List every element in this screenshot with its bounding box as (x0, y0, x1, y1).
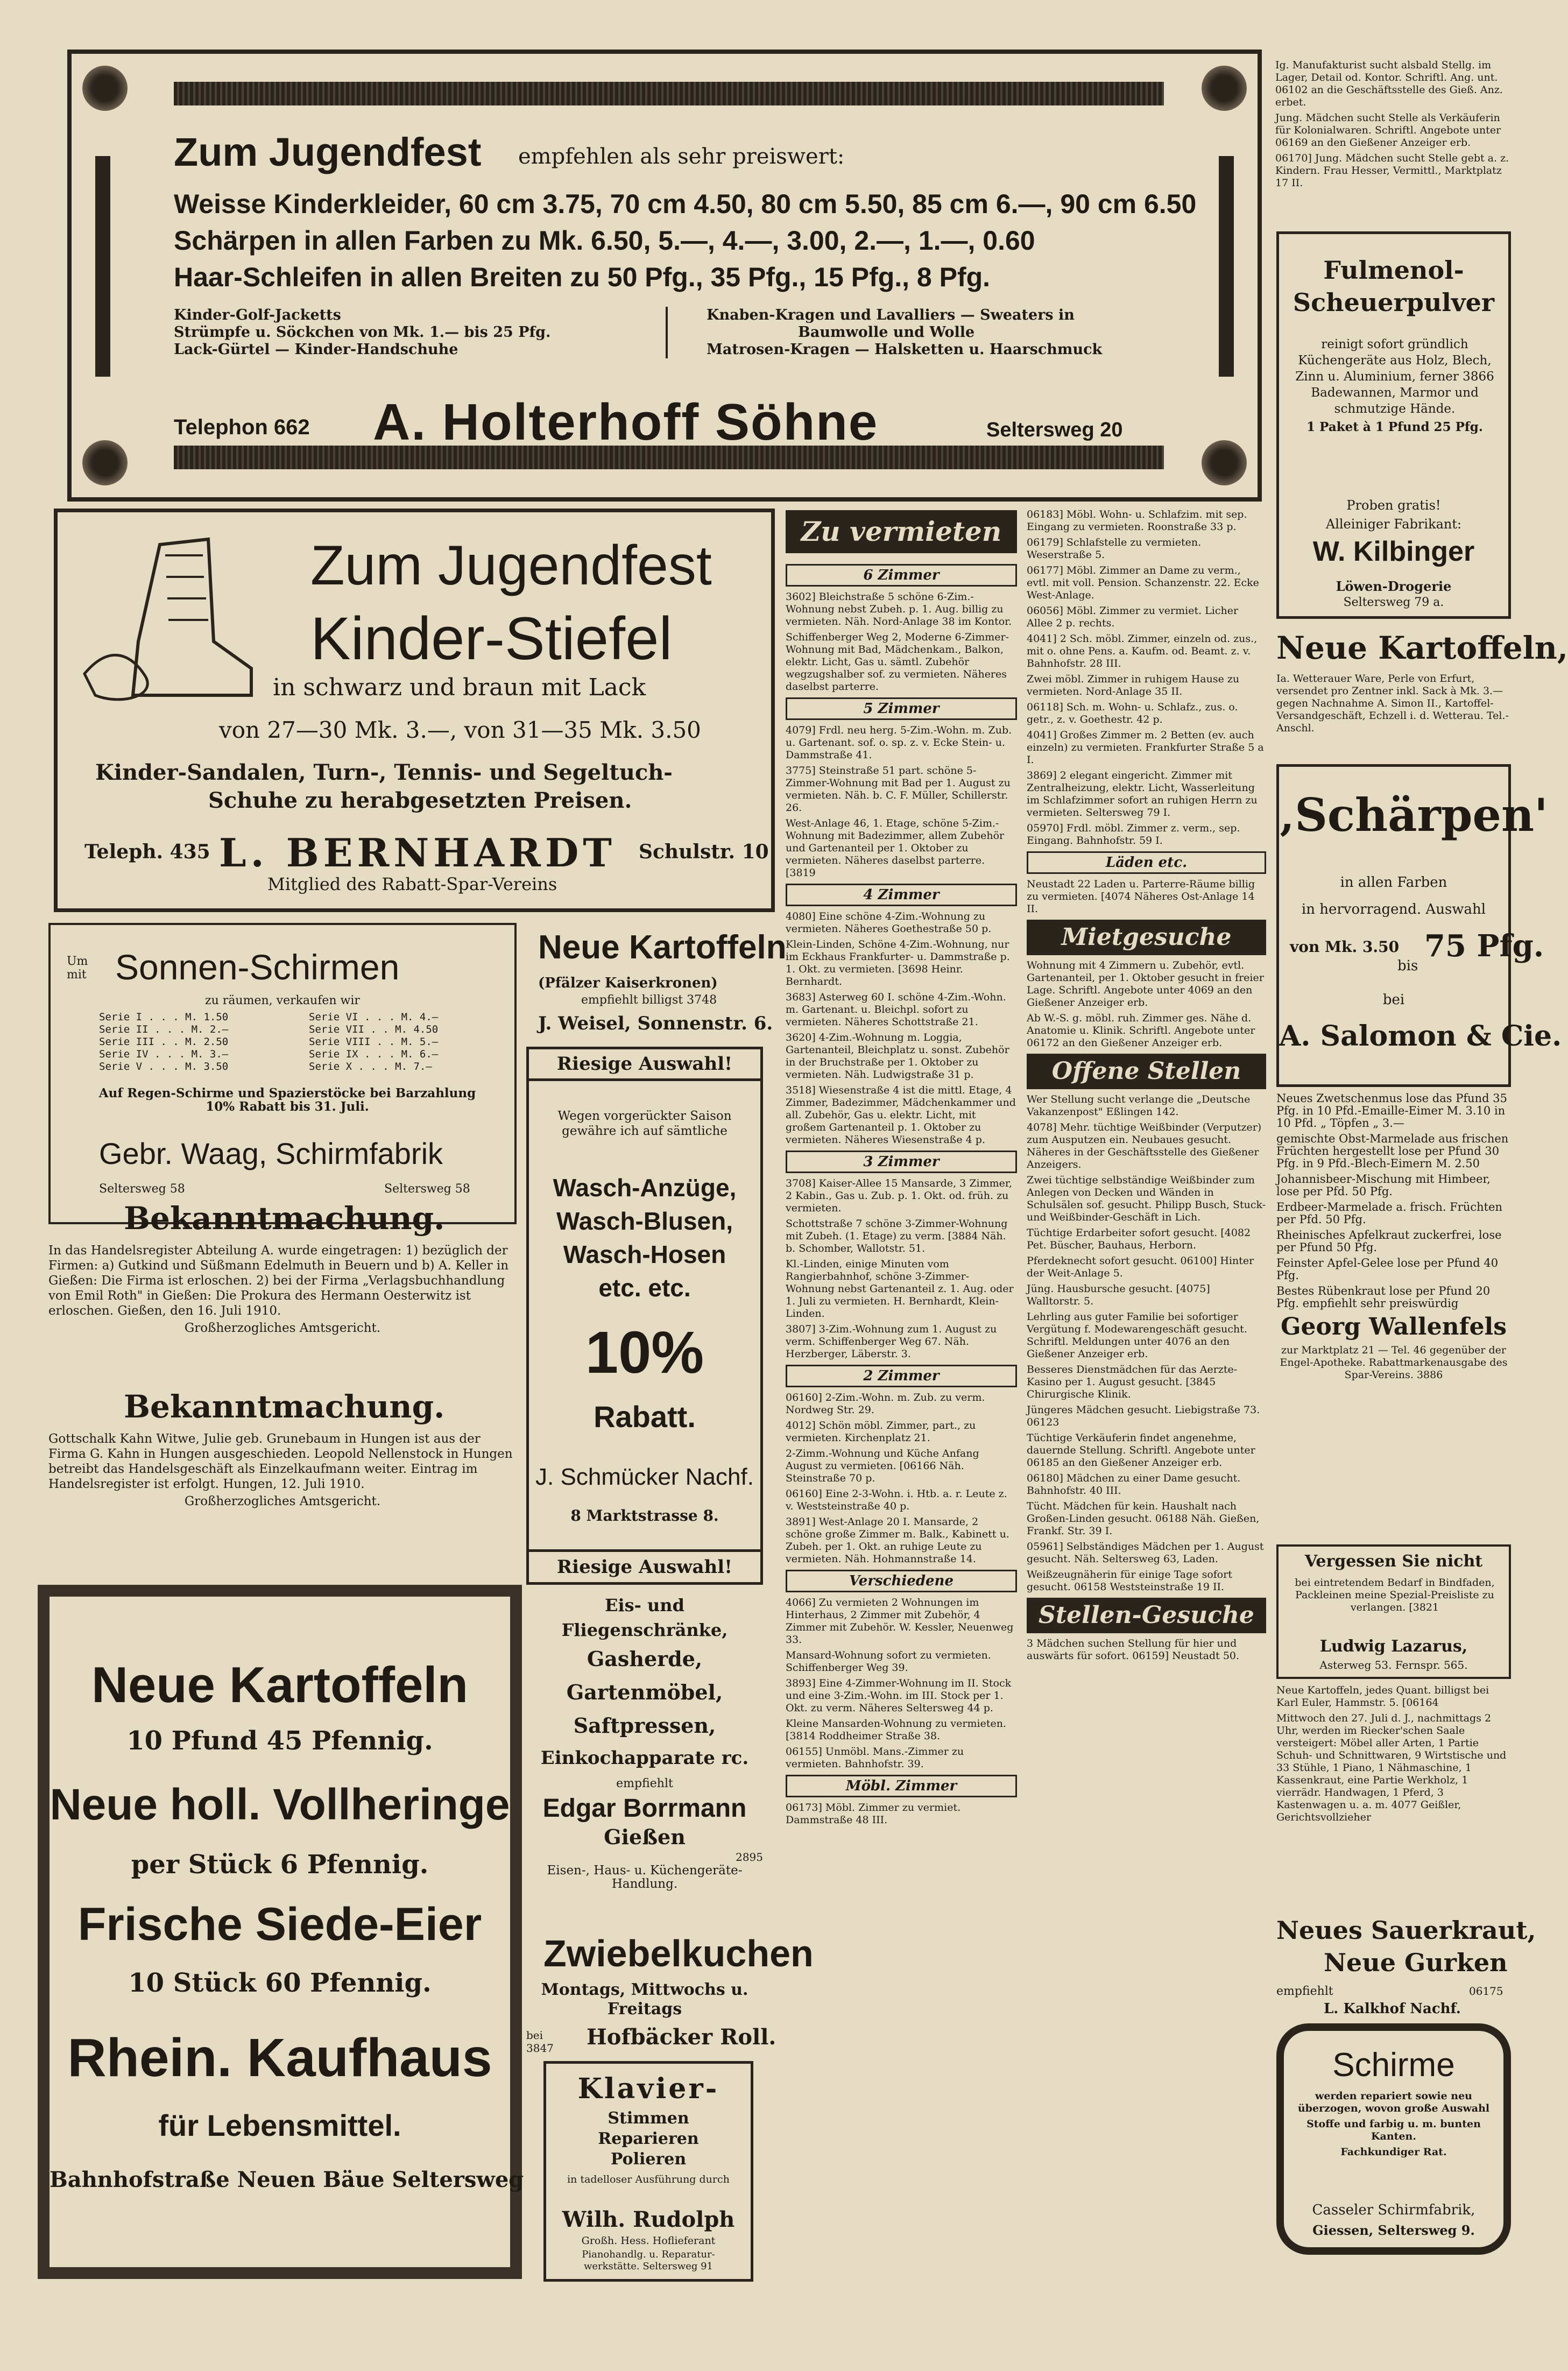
vermieten-listing: Kl.-Linden, einige Minuten vom Rangierbahnhof, schöne 3-Zimmer-Wohnung nebst Gartenanteil z. 1. Aug. oder 1. Juli zu vermieten. H. Bernhardt, Klein-Linden. (786, 1258, 1014, 1319)
weisel-title: Neue Kartoffeln (538, 929, 787, 966)
vermieten-section-label: 6 Zimmer (786, 564, 1017, 587)
vermieten-listing: Mansard-Wohnung sofort zu vermieten. Schiffenberger Weg 39. (786, 1649, 991, 1674)
schaerpen-to: bis (1397, 958, 1418, 974)
holterhoff-ad (67, 50, 1262, 502)
kartoffeln-simon-title: Neue Kartoffeln, (1276, 630, 1568, 666)
vermieten-listing: Schottstraße 7 schöne 3-Zimmer-Wohnung mit Zubeh. (1. Etage) zu verm. [3884 Näh. b. Schomber, Wallotstr. 51. (786, 1218, 1008, 1254)
holterhoff-telephon: Telephon 662 (174, 415, 310, 439)
schaerpen-price: 75 Pfg. (1424, 928, 1544, 964)
moebl-zimmer-listing: 06118] Sch. m. Wohn- u. Schlafz., zus. o. getr., z. v. Goethestr. 42 p. (1027, 701, 1238, 725)
bernhardt-colors: in schwarz und braun mit Lack (273, 674, 646, 701)
vermieten-section-label: Möbl. Zimmer (786, 1775, 1017, 1797)
stellen-gesuch-listing: 3 Mädchen suchen Stellung für hier und auswärts für sofort. 06159] Neustadt 50. (1027, 1638, 1240, 1662)
holterhoff-intro: empfehlen als sehr preiswert: (518, 144, 845, 169)
schaerpen-ad (1276, 764, 1562, 1087)
vermieten-listing: 3620] 4-Zim.-Wohnung m. Loggia, Gartenanteil, Bleichplatz u. sonst. Zubehör in der Bruchstraße per 1. Oktober zu vermieten. Näh. Ludwigstraße 31 p. (786, 1032, 1009, 1081)
schmuecker-firm: J. Schmücker Nachf. (535, 1464, 754, 1490)
vermieten-header: Zu vermieten (786, 510, 1017, 553)
vermieten-section-label: 4 Zimmer (786, 884, 1017, 906)
lazarus-title: Vergessen Sie nicht (1304, 1552, 1483, 1571)
waag-series: Serie VI . . . M. 4.— (309, 1011, 439, 1023)
moebl-zimmer-listing: 06179] Schlafstelle zu vermieten. Weserstraße 5. (1027, 537, 1202, 561)
offene-stelle-listing: 06180] Mädchen zu einer Dame gesucht. Bahnhofstr. 40 III. (1027, 1472, 1241, 1497)
fulmenol-text: reinigt sofort gründlich Küchengeräte aus Holz, Blech, Zinn u. Aluminium, ferner 3866 Badewannen, Marmor und schmutzige Hände. (1295, 337, 1494, 416)
mietgesuche-header: Mietgesuche (1027, 920, 1266, 955)
schmuecker-item: Wasch-Anzüge, (553, 1174, 737, 1202)
bek1-text: In das Handelsregister Abteilung A. wurde eingetragen: 1) bezüglich der Firmen: a) Gutkind und Süßmann Edelmuth in Beuern und b) A. Keller in Gießen: Die Firma ist erloschen. 2) bei der Firma „Verlagsbuchhandlung von Emil Roth" in Gießen: Die Prokura des Hermann Oesterwitz ist erloschen. Gießen, den 16. Juli 1910. (48, 1244, 509, 1318)
waag-note-box (83, 1086, 492, 1124)
ornament-circle-icon (82, 440, 128, 485)
schmuecker-item: Wasch-Hosen (563, 1240, 726, 1268)
moebl-zimmer-listing: Zwei möbl. Zimmer in ruhigem Hause zu vermieten. Nord-Anlage 35 II. (1027, 673, 1240, 697)
bernhardt-firm: L. BERNHARDT (219, 830, 616, 876)
holterhoff-line-3: Haar-Schleifen in allen Breiten zu 50 Pfg., 35 Pfg., 15 Pfg., 8 Pfg. (174, 262, 991, 292)
rhein-line-4: per Stück 6 Pfennig. (131, 1850, 429, 1880)
col5-top (1275, 59, 1512, 221)
holterhoff-right-1: Knaben-Kragen und Lavalliers — Sweaters in (707, 307, 1075, 323)
ornament-bar (174, 82, 1164, 105)
rhein-line-5: Frische Siede-Eier (77, 1899, 482, 1950)
moebl-zimmer-listing: 3869] 2 elegant eingericht. Zimmer mit Zentralheizung, elektr. Licht, Wasserleitung im Schlafzimmer sofort an ruhigen Herrn zu vermieten. Seltersweg 79 I. (1027, 770, 1258, 818)
kartoffeln-simon-text: Ia. Wetterauer Ware, Perle von Erfurt, versendet pro Zentner inkl. Sack à Mk. 3.— gegen Nachnahme A. Simon II., Kartoffel-Versandgeschäft, Echzell i. d. Wetterau. Tel.-Anschl. (1276, 673, 1509, 734)
zwiebel-days: Montags, Mittwochs u. Freitags (541, 1980, 748, 2019)
vermieten-listing: 06160] Eine 2-3-Wohn. i. Htb. a. r. Leute z. v. Weststeinstraße 40 p. (786, 1488, 1007, 1512)
offene-stelle-listing: Weißzeugnäherin für einige Tage sofort gesucht. 06158 Weststeinstraße 19 II. (1027, 1569, 1232, 1593)
bek1-court: Großherzogliches Amtsgericht. (184, 1321, 381, 1335)
bek2-text: Gottschalk Kahn Witwe, Julie geb. Grunebaum in Hungen ist aus der Firma G. Kahn in Hungen ausgeschieden. Leopold Nellenstock in Hungen betreibt das Handelsgeschäft als Einzelkaufmann weiter. Eintrag im Handelsregister ist erfolgt. Hungen, 12. Juli 1910. (48, 1432, 513, 1491)
offene-stelle-listing: Jüngeres Mädchen gesucht. Liebigstraße 73. 06123 (1027, 1404, 1260, 1428)
vermieten-listing: Klein-Linden, Schöne 4-Zim.-Wohnung, nur im Eckhaus Frankfurter- u. Dammstraße p. 1. Okt. zu vermieten. [3698 Heinr. Bernhardt. (786, 938, 1010, 987)
klavier-ad (543, 2061, 753, 2282)
waag-ad (48, 923, 517, 1224)
schirme-ad (1276, 2023, 1511, 2255)
wallenfels-item: Johannisbeer-Mischung mit Himbeer, lose per Pfd. 50 Pfg. (1276, 1173, 1491, 1198)
vermieten-listing: 4012] Schön möbl. Zimmer, part., zu vermieten. Kirchenplatz 21. (786, 1420, 976, 1444)
bernhardt-product: Kinder-Stiefel (310, 605, 673, 672)
column-4 (1027, 509, 1266, 2349)
vermieten-section-label: Verschiedene (786, 1570, 1017, 1592)
stellengesuch-item: Jung. Mädchen sucht Stelle als Verkäuferin für Kolonialwaren. Schriftl. Angebote unter 06169 an den Gießener Anzeiger erb. (1275, 112, 1501, 149)
offene-stelle-listing: Tücht. Mädchen für kein. Haushalt nach Großen-Linden gesucht. 06188 Näh. Gießen, Frankf. Str. 39 I. (1027, 1500, 1260, 1537)
waag-sub: zu räumen, verkaufen wir (205, 994, 360, 1007)
schaerpen-bei: bei (1382, 992, 1405, 1008)
schmuecker-banner-2: Riesige Auswahl! (529, 1549, 760, 1582)
laeden-section-label: Läden etc. (1027, 851, 1266, 874)
vermieten-listing: 06160] 2-Zim.-Wohn. m. Zub. zu verm. Nordweg Str. 29. (786, 1392, 985, 1416)
vermieten-listing: 3518] Wiesenstraße 4 ist die mittl. Etage, 4 Zimmer, Badezimmer, Mädchenkammer und all. Zubehör, Gas u. elektr. Licht, mit großem Gartenanteil p. 1. Oktober zu vermieten. Näheres Wiesenstraße 4 p. (786, 1084, 1016, 1146)
rhein-line-6: 10 Stück 60 Pfennig. (128, 1968, 432, 1998)
waag-title: Sonnen-Schirmen (115, 947, 400, 987)
klavier-line-2: Stimmen (608, 2109, 689, 2128)
holterhoff-left-1: Kinder-Golf-Jacketts (174, 307, 341, 323)
waag-series: Serie VII . . M. 4.50 (309, 1024, 439, 1035)
waag-note: Auf Regen-Schirme und Spazierstöcke bei Barzahlung 10% Rabatt bis 31. Juli. (98, 1086, 476, 1114)
waag-series: Serie I . . . M. 1.50 (99, 1011, 229, 1023)
wallenfels-item: Rheinisches Apfelkraut zuckerfrei, lose per Pfund 50 Pfg. (1276, 1229, 1502, 1254)
holterhoff-divider (666, 307, 668, 358)
klavier-line-3: Reparieren (598, 2129, 699, 2148)
klavier-firm: Wilh. Rudolph (562, 2207, 735, 2232)
klavier-sub-2: Pianohandlg. u. Reparatur-werkstätte. Seltersweg 91 (582, 2249, 715, 2272)
mietgesuch-listing: Wohnung mit 4 Zimmern u. Zubehör, evtl. Gartenanteil, per 1. Oktober gesucht in freier Lage. Schriftl. Angebote unter 4069 an den Gießener Anzeiger erb. (1027, 959, 1264, 1008)
wallenfels-item: Bestes Rübenkraut lose per Pfund 20 Pfg. empfiehlt sehr preiswürdig (1276, 1285, 1491, 1310)
zwiebel-days-box (526, 1980, 763, 2023)
klavier-line-5: in tadelloser Ausführung durch (567, 2174, 730, 2185)
klavier-sub: Großh. Hess. Hoflieferant (581, 2235, 716, 2247)
vermieten-listing: 3775] Steinstraße 51 part. schöne 5-Zimmer-Wohnung mit Bad per 1. August zu vermieten. Näh. b. C. F. Müller, Schillerstr. 26. (786, 765, 1011, 814)
holterhoff-left-3: Lack-Gürtel — Kinder-Handschuhe (174, 341, 458, 358)
schaerpen-title: ‚Schärpen' (1279, 788, 1548, 842)
holterhoff-right-3: Matrosen-Kragen — Halsketten u. Haarschmuck (707, 341, 1103, 358)
holterhoff-line-1: Weisse Kinderkleider, 60 cm 3.75, 70 cm 4.50, 80 cm 5.50, 85 cm 6.—, 90 cm 6.50 (174, 189, 1197, 219)
holterhoff-firm: A. Holterhoff Söhne (373, 393, 879, 451)
offene-stelle-listing: 4078] Mehr. tüchtige Weißbinder (Verputzer) zum Ausputzen ein. Neubaues gesucht. Näheres in der Geschäftsstelle des Gießener Anzeigers. (1027, 1121, 1262, 1170)
stellen-gesuche-header: Stellen-Gesuche (1027, 1598, 1266, 1633)
auction-notice: Mittwoch den 27. Juli d. J., nachmittags 2 Uhr, werden im Riecker'schen Saale versteigert: Möbel aller Arten, 1 Partie Schuh- und Schnittwaren, 9 Wirtstische und 33 Stühle, 1 Piano, 1 Nähmaschine, 1 Kassenkraut, eine Partie Werkholz, 1 vierrädr. Handwagen, 1 Pferd, 3 Kastenwagen u. a. m. 4077 Geißler, Gerichtsvollzieher (1276, 1712, 1507, 1823)
schmuecker-banner: Riesige Auswahl! (529, 1049, 760, 1081)
sauerkraut-code: 06175 (1469, 1985, 1503, 1998)
schaerpen-from: von Mk. 3.50 (1290, 938, 1400, 956)
bernhardt-shoes-2: Schuhe zu herabgesetzten Preisen. (208, 788, 632, 813)
vermieten-listing: 06155] Unmöbl. Mans.-Zimmer zu vermieten. Bahnhofstr. 39. (786, 1746, 964, 1770)
schirme-addr: Giessen, Seltersweg 9. (1312, 2222, 1475, 2238)
holterhoff-address: Seltersweg 20 (986, 419, 1123, 441)
schmuecker-item: Wasch-Blusen, (556, 1207, 733, 1235)
fulmenol-addr: Seltersweg 79 a. (1343, 596, 1444, 609)
bernhardt-teleph: Teleph. 435 (84, 841, 210, 863)
offene-stelle-listing: 05961] Selbständiges Mädchen per 1. August gesucht. Näh. Seltersweg 63, Laden. (1027, 1541, 1264, 1565)
offene-stellen-header: Offene Stellen (1027, 1054, 1266, 1089)
schaerpen-line-2: in hervorragend. Auswahl (1301, 901, 1486, 918)
schaerpen-firm: A. Salomon & Cie. (1279, 1020, 1562, 1053)
borrmann-ad (526, 1593, 763, 1927)
holterhoff-title: Zum Jugendfest (174, 130, 482, 174)
vermieten-listing: 2-Zimm.-Wohnung und Küche Anfang August zu vermieten. [06166 Näh. Steinstraße 70 p. (786, 1448, 979, 1484)
laeden-listing: Neustadt 22 Laden u. Parterre-Räume billig zu vermieten. [4074 Näheres Ost-Anlage 14 II. (1027, 878, 1255, 915)
vermieten-listing: 3708] Kaiser-Allee 15 Mansarde, 3 Zimmer, 2 Kabin., Gas u. Zub. p. 1. Okt. od. früh. zu vermieten. (786, 1177, 1012, 1214)
sauerkraut-title: Neues Sauerkraut, (1276, 1916, 1536, 1945)
waag-firm: Gebr. Waag, Schirmfabrik (99, 1137, 443, 1170)
rhein-line-1: Neue Kartoffeln (91, 1656, 468, 1713)
waag-series: Serie III . . M. 2.50 (99, 1036, 229, 1048)
ornament-circle-icon (1202, 440, 1247, 485)
wallenfels-ad (1276, 1092, 1511, 1539)
schirme-text-2: Stoffe und farbig u. m. bunten Kanten. (1306, 2118, 1481, 2142)
holterhoff-left-2: Strümpfe u. Söckchen von Mk. 1.— bis 25 Pfg. (174, 324, 551, 341)
schirme-title: Schirme (1332, 2047, 1455, 2084)
vermieten-listing: West-Anlage 46, 1. Etage, schöne 5-Zim.-Wohnung mit Badezimmer, allem Zubehör und Gartenanteil per 1. Oktober zu vermieten. Näheres daselbst parterre. [3819 (786, 817, 1005, 879)
klavier-line-4: Polieren (610, 2150, 687, 2169)
waag-series: Serie II . . . M. 2.— (99, 1024, 229, 1035)
offene-stelle-listing: Pferdeknecht sofort gesucht. 06100] Hinter der Weit-Anlage 5. (1027, 1255, 1254, 1279)
vermieten-listing: 3807] 3-Zim.-Wohnung zum 1. August zu verm. Schiffenberger Weg 67. Näh. Herzberger, Läberstr. 3. (786, 1323, 997, 1360)
ornament-side (1219, 156, 1234, 377)
rhein-line-2: 10 Pfund 45 Pfennig. (126, 1726, 433, 1756)
zwiebel-ref: bei 3847 (526, 2029, 554, 2055)
vermieten-listing: 3891] West-Anlage 20 I. Mansarde, 2 schöne große Zimmer m. Balk., Kabinett u. Zubeh. per 1. Okt. an ruhige Leute zu vermieten. Näh. Hohmannstraße 14. (786, 1516, 1009, 1565)
moebl-zimmer-listing: 4041] 2 Sch. möbl. Zimmer, einzeln od. zus., mit o. ohne Pens. a. Kaufm. od. Beamt. z. v. Bahnhofstr. 28 III. (1027, 633, 1258, 669)
rhein-line-7: Rhein. Kaufhaus (67, 2028, 492, 2088)
bernhardt-street: Schulstr. 10 (639, 841, 769, 863)
schirme-firm: Casseler Schirmfabrik, (1312, 2202, 1475, 2218)
waag-series: Serie IV . . . M. 3.— (99, 1048, 229, 1060)
rhein-line-8: für Lebensmittel. (158, 2108, 401, 2142)
schmuecker-item: etc. etc. (598, 1274, 691, 1302)
zwiebel-title: Zwiebelkuchen (543, 1932, 814, 1974)
col5-middle (1276, 1684, 1511, 1910)
borrmann-firm: Edgar Borrmann (542, 1794, 747, 1823)
bernhardt-prices: von 27—30 Mk. 3.—, von 31—35 Mk. 3.50 (219, 717, 701, 743)
mietgesuch-listing: Ab W.-S. g. möbl. ruh. Zimmer ges. Nähe d. Anatomie u. Klinik. Schriftl. Angebote unter 06172 an den Gießener Anzeiger erb. (1027, 1012, 1255, 1049)
bernhardt-ad (54, 509, 775, 912)
rhein-line-3: Neue holl. Vollheringe (50, 1780, 510, 1829)
wallenfels-item: Neues Zwetschenmus lose das Pfund 35 Pfg. in 10 Pfd.-Emaille-Eimer M. 3.10 in 10 Pfd. „ Töpfen „ 3.— (1276, 1092, 1507, 1130)
moebl-zimmer-listing: 06183] Möbl. Wohn- u. Schlafzim. mit sep. Eingang zu vermieten. Roonstraße 33 p. (1027, 509, 1247, 533)
vermieten-section-label: 5 Zimmer (786, 697, 1017, 720)
schmuecker-ad (526, 1047, 763, 1585)
offene-stelle-listing: Lehrling aus guter Familie bei sofortiger Vergütung f. Modewarengeschäft gesucht. Schriftl. Meldungen unter 4076 an den Gießener Anzeiger erb. (1027, 1311, 1247, 1360)
fulmenol-firm: W. Kilbinger (1312, 536, 1475, 567)
klavier-sub2-box (557, 2249, 740, 2277)
borrmann-city: Gießen (604, 1825, 686, 1849)
bernhardt-title: Zum Jugendfest (310, 534, 712, 597)
wallenfels-item: gemischte Obst-Marmelade aus frischen Früchten hergestellt lose per Pfund 30 Pfg. in 9 Pfd.-Blech-Eimern M. 2.50 (1276, 1132, 1509, 1170)
kartoffeln-simon-body (1276, 673, 1511, 759)
boot-icon (79, 534, 262, 711)
fulmenol-maker: Alleiniger Fabrikant: (1325, 517, 1462, 532)
ornament-side (95, 156, 110, 377)
moebl-zimmer-listing: 4041] Großes Zimmer m. 2 Betten (ev. auch einzeln) zu vermieten. Frankfurter Straße 5 a I. (1027, 729, 1264, 766)
rhein-kaufhaus-ad (38, 1585, 522, 2279)
waag-addr-right: Seltersweg 58 (384, 1182, 470, 1196)
offene-stelle-listing: Tüchtige Verkäuferin findet angenehme, dauernde Stellung. Schriftl. Angebote unter 06185 an den Gießener Anzeiger erb. (1027, 1432, 1255, 1469)
waag-series: Serie IX . . . M. 6.— (309, 1048, 439, 1060)
weisel-firm: J. Weisel, Sonnenstr. 6. (538, 1013, 773, 1034)
waag-series: Serie VIII . . M. 5.— (309, 1036, 439, 1048)
rhein-line-9: Bahnhofstraße Neuen Bäue Seltersweg (50, 2167, 524, 2192)
stellengesuch-item: 06170] Jung. Mädchen sucht Stelle gebt a. z. Kindern. Frau Hesser, Vermittl., Marktplatz 17 II. (1275, 152, 1509, 189)
schirme-body (1297, 2090, 1491, 2198)
borrmann-rec: empfiehlt (616, 1777, 673, 1790)
fulmenol-title: Fulmenol- (1323, 256, 1464, 285)
ornament-circle-icon (1202, 66, 1247, 111)
fulmenol-ad (1276, 231, 1511, 619)
vermieten-section-label: 3 Zimmer (786, 1151, 1017, 1173)
offene-stelle-listing: Wer Stellung sucht verlange die „Deutsche Vakanzenpost" Eßlingen 142. (1027, 1093, 1251, 1118)
wallenfels-addr: zur Marktplatz 21 — Tel. 46 gegenüber der Engel-Apotheke. Rabattmarkenausgabe des Spar-Vereins. 3886 (1280, 1344, 1508, 1381)
klavier-title: Klavier- (577, 2072, 719, 2105)
holterhoff-right-2: Baumwolle und Wolle (798, 324, 975, 341)
borrmann-code: 2895 (736, 1851, 763, 1864)
vermieten-listing: 3893] Eine 4-Zimmer-Wohnung im II. Stock und eine 3-Zim.-Wohn. im III. Stock per 1. Okt. zu verm. Näheres Seltersweg 44 p. (786, 1677, 1012, 1714)
schirme-text: werden repariert sowie neu überzogen, wovon große Auswahl (1297, 2090, 1490, 2114)
weisel-rec: empfiehlt billigst 3748 (581, 993, 717, 1007)
borrmann-item: Saftpressen, (573, 1713, 716, 1738)
weisel-sub: (Pfälzer Kaiserkronen) (538, 975, 718, 991)
klavier-l5-box (557, 2174, 740, 2206)
borrmann-item: Gasherde, (587, 1647, 703, 1671)
vermieten-listing: 06173] Möbl. Zimmer zu vermiet. Dammstraße 48 III. (786, 1802, 961, 1826)
vermieten-listing: Schiffenberger Weg 2, Moderne 6-Zimmer-Wohnung mit Bad, Mädchenkam., Balkon, elektr. Licht, Gas u. sämtl. Zubehör wegzugshalber sof. zu vermieten. Näheres daselbst parterre. (786, 631, 1009, 693)
borrmann-item: Einkochapparate rc. (540, 1747, 749, 1769)
borrmann-sub: Eisen-, Haus- u. Küchengeräte-Handlung. (547, 1864, 743, 1891)
waag-series: Serie X . . . M. 7.— (309, 1061, 432, 1072)
schirme-text-3: Fachkundiger Rat. (1340, 2146, 1447, 2158)
borrmann-item: Gartenmöbel, (566, 1680, 723, 1704)
fulmenol-shop: Löwen-Drogerie (1336, 578, 1452, 594)
wallenfels-firm: Georg Wallenfels (1280, 1313, 1507, 1340)
lazarus-ad (1276, 1544, 1511, 1679)
waag-series: Serie V . . . M. 3.50 (99, 1061, 229, 1072)
wallenfels-item: Erdbeer-Marmelade a. frisch. Früchten per Pfd. 50 Pfg. (1276, 1201, 1503, 1226)
fulmenol-title-2: Scheuerpulver (1292, 288, 1495, 317)
zwiebel-firm: Hofbäcker Roll. (587, 2024, 776, 2050)
offene-stelle-listing: Tüchtige Erdarbeiter sofort gesucht. [4082 Pet. Büscher, Bauhaus, Herborn. (1027, 1227, 1251, 1251)
wallenfels-item: Feinster Apfel-Gelee lose per Pfund 40 Pfg. (1276, 1257, 1499, 1282)
vermieten-listing: Kleine Mansarden-Wohnung zu vermieten. [3814 Roddheimer Straße 38. (786, 1718, 1006, 1742)
fulmenol-price: 1 Paket à 1 Pfund 25 Pfg. (1306, 420, 1483, 434)
holterhoff-line-2: Schärpen in allen Farben zu Mk. 6.50, 5.—, 4.—, 3.00, 2.—, 1.—, 0.60 (174, 225, 1035, 256)
moebl-zimmer-listing: 05970] Frdl. möbl. Zimmer z. verm., sep. Eingang. Bahnhofstr. 59 I. (1027, 822, 1240, 846)
bernhardt-member: Mitglied des Rabatt-Spar-Vereins (267, 874, 557, 894)
vermieten-listing: 3602] Bleichstraße 5 schöne 6-Zim.-Wohnung nebst Zubeh. p. 1. Aug. billig zu vermieten. Näh. Nord-Anlage 38 im Kontor. (786, 591, 1012, 627)
vermieten-listing: 4080] Eine schöne 4-Zim.-Wohnung zu vermieten. Näheres Goethestraße 50 p. (786, 911, 992, 935)
schmuecker-addr: 8 Marktstrasse 8. (570, 1507, 719, 1525)
vermieten-listing: 4079] Frdl. neu herg. 5-Zim.-Wohn. m. Zub. u. Gartenant. sof. o. sp. z. v. Ecke Stein- u. Dammstraße 41. (786, 724, 1012, 761)
bek1-title: Bekanntmachung. (124, 1200, 445, 1237)
bernhardt-shoes: Kinder-Sandalen, Turn-, Tennis- und Segeltuch- (95, 760, 673, 785)
waag-prefix: Um mit (67, 955, 88, 982)
offene-stelle-listing: Zwei tüchtige selbständige Weißbinder zum Anlegen von Decken und Wänden in Schulsälen sof. gesucht. Philipp Busch, Stuck- und Weißbinder-Geschäft in Lich. (1027, 1174, 1266, 1223)
moebl-zimmer-listing: 06056] Möbl. Zimmer zu vermiet. Licher Allee 2 p. rechts. (1027, 605, 1239, 629)
lazarus-body (1287, 1577, 1502, 1636)
sauerkraut-title-2: Neue Gurken (1324, 1948, 1508, 1977)
vermieten-column (786, 560, 1017, 2352)
bek1-body (48, 1243, 517, 1378)
offene-stelle-listing: Jüng. Hausbursche gesucht. [4075] Walltorstr. 5. (1027, 1283, 1210, 1307)
fulmenol-body (1290, 336, 1500, 487)
schmuecker-rabatt: Rabatt. (594, 1400, 696, 1434)
borrmann-item: Eis- und Fliegenschränke, (561, 1595, 728, 1640)
sauerkraut-firm: L. Kalkhof Nachf. (1324, 2001, 1461, 2017)
ornament-circle-icon (82, 66, 128, 111)
lazarus-firm: Ludwig Lazarus, (1319, 1637, 1468, 1656)
offene-stelle-listing: Besseres Dienstmädchen für das Aerzte-Kasino per 1. August gesucht. [3845 Chirurgische Klinik. (1027, 1364, 1238, 1400)
sauerkraut-rec: empfiehlt (1276, 1985, 1333, 1998)
stellengesuch-item: Ig. Manufakturist sucht alsbald Stellg. im Lager, Detail od. Kontor. Schriftl. Ang. unt. 06102 an die Geschäftsstelle des Gieß. Anz. erbet. (1275, 59, 1503, 108)
bek2-court: Großherzogliches Amtsgericht. (184, 1494, 381, 1508)
vermieten-listing: 4066] Zu vermieten 2 Wohnungen im Hinterhaus, 2 Zimmer mit Zubehör, 4 Zimmer mit Zubehör. W. Kessler, Neuenweg 33. (786, 1597, 1014, 1646)
lazarus-text: bei eintretendem Bedarf in Bindfaden, Packleinen meine Spezial-Preisliste zu verlangen. [3821 (1295, 1577, 1495, 1613)
euler-ad: Neue Kartoffeln, jedes Quant. billigst bei Karl Euler, Hammstr. 5. [06164 (1276, 1684, 1489, 1709)
bek2-title: Bekanntmachung. (124, 1388, 445, 1425)
schmuecker-intro-box (545, 1109, 744, 1173)
schmuecker-pct: 10% (585, 1319, 704, 1386)
schmuecker-intro: Wegen vorgerückter Saison gewähre ich auf sämtliche (557, 1109, 732, 1138)
waag-addr-left: Seltersweg 58 (99, 1182, 185, 1196)
schaerpen-line-1: in allen Farben (1340, 874, 1447, 891)
lazarus-addr: Asterweg 53. Fernspr. 565. (1319, 1659, 1468, 1671)
bek2-body (48, 1431, 517, 1577)
vermieten-section-label: 2 Zimmer (786, 1365, 1017, 1387)
moebl-zimmer-listing: 06177] Möbl. Zimmer an Dame zu verm., evtl. mit voll. Pension. Schanzenstr. 22. Ecke West-Anlage. (1027, 564, 1259, 601)
fulmenol-free: Proben gratis! (1346, 498, 1441, 513)
vermieten-listing: 3683] Asterweg 60 I. schöne 4-Zim.-Wohn. m. Gartenant. u. Bleichpl. sofort zu vermieten. Näheres Schottstraße 21. (786, 991, 1006, 1028)
